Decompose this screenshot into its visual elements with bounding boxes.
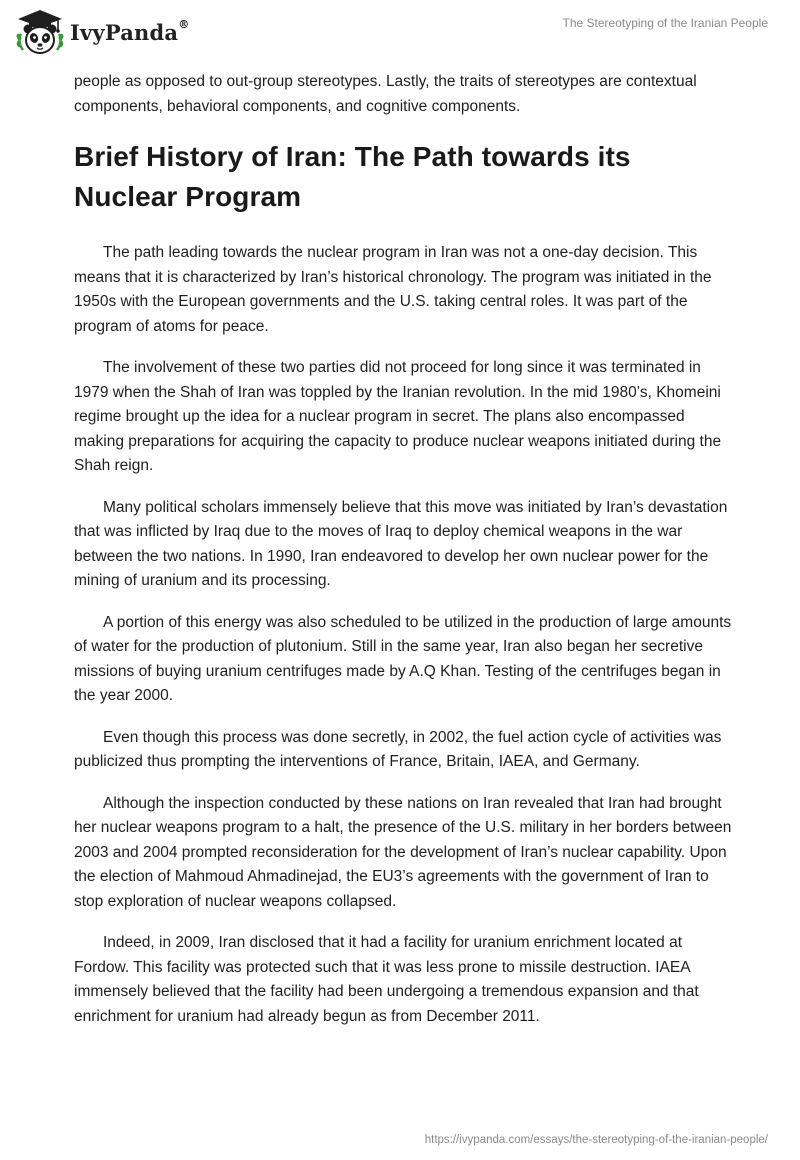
source-url[interactable]: https://ivypanda.com/essays/the-stereotyping-of-the-iranian-people/ (424, 1134, 768, 1146)
body-paragraph: Many political scholars immensely believe that this move was initiated by Iran’s devastation that was inflicted by Iraq due to the moves of Iraq to deploy chemical weapons in the war between the two nations. In 1990, Iran endeavored to develop her own nuclear power for the mining of uranium and its processing. (74, 498, 728, 589)
site-logo[interactable] (14, 8, 189, 56)
essay-body (74, 70, 734, 1046)
page-header (0, 0, 800, 64)
body-paragraph: A portion of this energy was also scheduled to be utilized in the production of large amounts of water for the production of plutonium. Still in the same year, Iran also began her secretive missions of buying uranium centrifuges made by A.Q Khan. Testing of the centrifuges began in the year 2000. (74, 613, 732, 704)
logo-text: IvyPanda® (70, 17, 190, 45)
registered-mark: ® (178, 17, 190, 31)
panda-graduate-icon (14, 8, 66, 56)
body-paragraph: The path leading towards the nuclear program in Iran was not a one-day decision. This means that it is characterized by Iran’s historical chronology. The program was initiated in the 1950s with the European governments and the U.S. taking central roles. It was part of the program of atoms for peace. (74, 244, 712, 335)
body-paragraph: Although the inspection conducted by these nations on Iran revealed that Iran had brought her nuclear weapons program to a halt, the presence of the U.S. military in her borders between 2003 and 2004 prompted reconsideration for the development of Iran’s nuclear capability. Upon the election of Mahmoud Ahmadinejad, the EU3’s agreements with the government of Iran to stop exploration of nuclear weapons collapsed. (74, 794, 732, 910)
lead-paragraph: people as opposed to out-group stereotypes. Lastly, the traits of stereotypes are contextual components, behavioral components, and cognitive components. (74, 73, 697, 115)
body-paragraph: Even though this process was done secretly, in 2002, the fuel action cycle of activities was publicized thus prompting the interventions of France, Britain, IAEA, and Germany. (74, 728, 722, 770)
document-title: The Stereotyping of the Iranian People (562, 16, 768, 30)
section-heading: Brief History of Iran: The Path towards its Nuclear Program (74, 141, 631, 212)
body-paragraph: The involvement of these two parties did not proceed for long since it was terminated in 1979 when the Shah of Iran was toppled by the Iranian revolution. In the mid 1980’s, Khomeini regime brought up the idea for a nuclear program in secret. The plans also encompassed making preparations for acquiring the capacity to produce nuclear weapons initiated during the Shah reign. (74, 359, 722, 474)
body-paragraph: Indeed, in 2009, Iran disclosed that it had a facility for uranium enrichment located at Fordow. This facility was protected such that it was less prone to missile destruction. IAEA immensely believed that the facility had been undergoing a tremendous expansion and that enrichment for uranium had already begun as from December 2011. (74, 934, 699, 1025)
